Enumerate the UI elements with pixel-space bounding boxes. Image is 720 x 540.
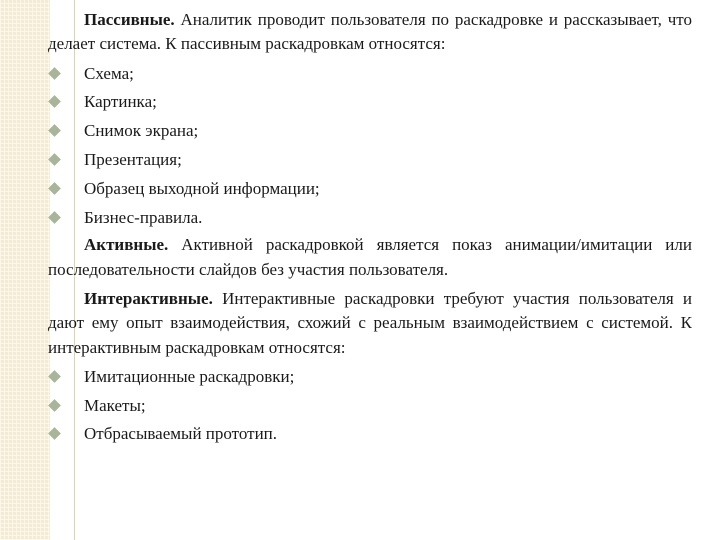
list-item-text: Картинка; <box>84 92 157 112</box>
list-item <box>48 177 692 201</box>
paragraph-active <box>48 233 692 282</box>
list-item-text: Бизнес-правила. <box>84 207 203 227</box>
list-item <box>48 119 692 143</box>
list-item-text: Презентация; <box>84 149 182 169</box>
list-item-text: Отбрасываемый прототип. <box>84 424 278 444</box>
diamond-bullet-icon <box>48 182 61 195</box>
diamond-bullet-icon <box>48 67 61 80</box>
passive-list <box>48 62 692 230</box>
diamond-bullet-icon <box>48 124 61 137</box>
diamond-bullet-icon <box>48 211 61 224</box>
term-passive: Пассивные. <box>84 10 175 29</box>
interactive-list <box>48 365 692 447</box>
text-interactive: Интерактивные раскадровки требуют участия пользователя и дают ему опыт взаимодействия, схожий с реальным взаимодействием с системой. К интерактивным раскадровкам относятся: <box>48 288 692 357</box>
diamond-bullet-icon <box>48 428 61 441</box>
list-item <box>48 62 692 86</box>
list-item-text: Схема; <box>84 63 134 83</box>
list-item <box>48 206 692 230</box>
term-interactive: Интерактивные. <box>84 288 213 308</box>
diamond-bullet-icon <box>48 96 61 109</box>
list-item <box>48 90 692 114</box>
list-item-text: Макеты; <box>84 395 146 415</box>
text-passive: Аналитик проводит пользователя по раскадровке и рассказывает, что делает система. К пассивным раскадровкам относятся: <box>48 10 692 54</box>
list-item-text: Имитационные раскадровки; <box>84 366 295 386</box>
term-active: Активные. <box>84 235 169 255</box>
text-active: Активной раскадровкой является показ анимации/имитации или последовательности слайдов без участия пользователя. <box>48 235 692 279</box>
list-item-text: Образец выходной информации; <box>84 178 320 198</box>
list-item <box>48 394 692 418</box>
decorative-side-stripe <box>0 0 50 540</box>
list-item <box>48 148 692 172</box>
paragraph-interactive <box>48 287 692 360</box>
diamond-bullet-icon <box>48 399 61 412</box>
list-item-text: Снимок экрана; <box>84 121 199 141</box>
slide-content <box>48 8 692 451</box>
paragraph-passive <box>48 8 692 57</box>
diamond-bullet-icon <box>48 370 61 383</box>
list-item <box>48 365 692 389</box>
list-item <box>48 422 692 446</box>
diamond-bullet-icon <box>48 153 61 166</box>
